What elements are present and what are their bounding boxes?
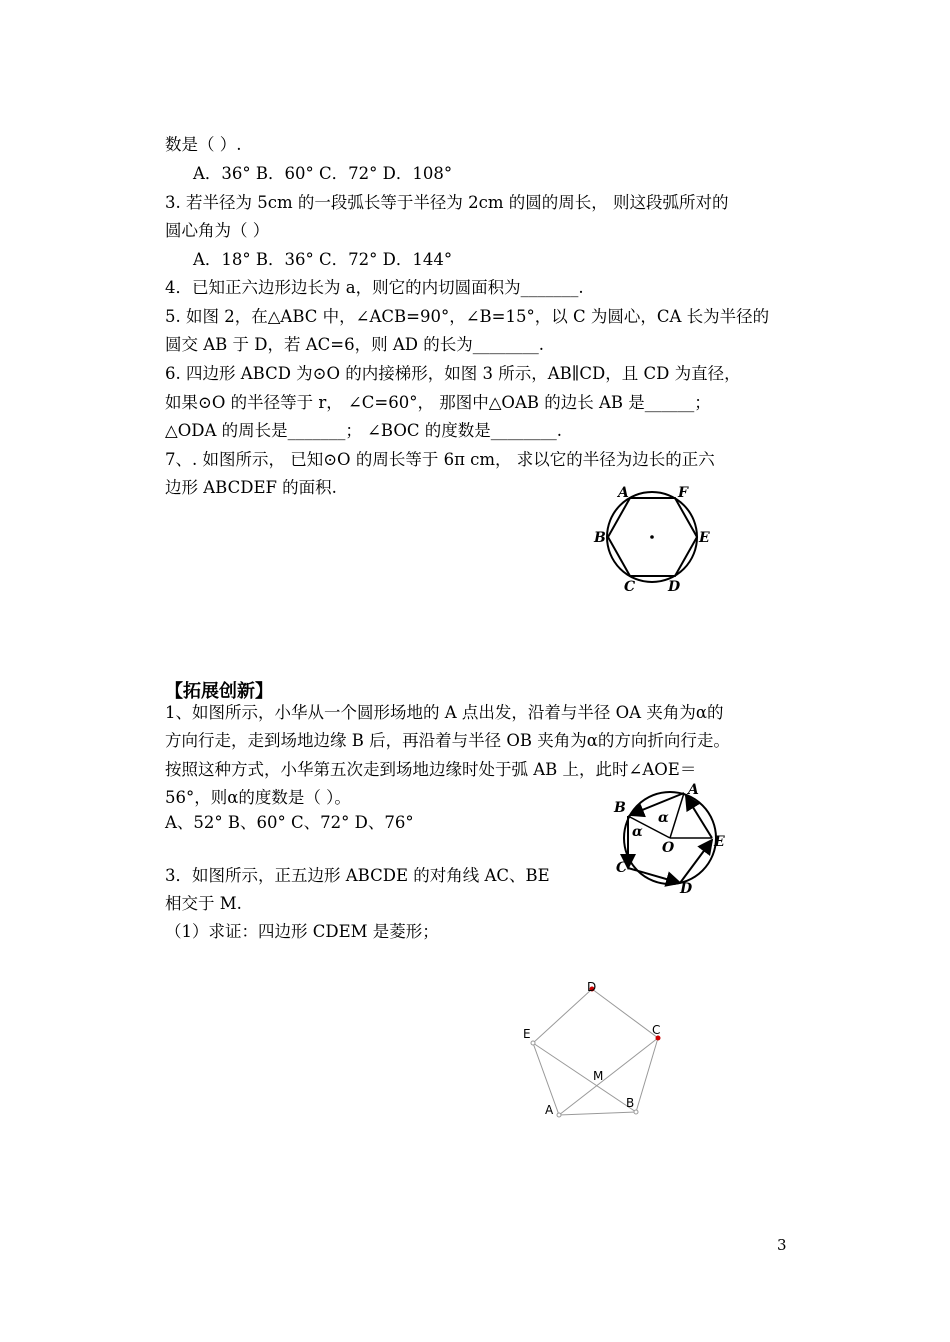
walk-label-alpha-2: α (632, 824, 643, 840)
text-line-8: 圆交 AB 于 D，若 AC=6，则 AD 的长为________. (165, 335, 544, 354)
text-line-7: 5. 如图 2，在△ABC 中，∠ACB=90°，∠B=15°，以 C 为圆心，CA 长为半径的 (165, 307, 770, 326)
text-line-1: 数是（ ）. (165, 135, 242, 154)
hexagon-label-f: F (678, 485, 688, 501)
pentagon-figure (515, 975, 675, 1125)
section-heading: 【拓展创新】 (165, 681, 273, 702)
ext-line-7: 相交于 M. (165, 894, 242, 913)
text-line-3: 3. 若半径为 5cm 的一段弧长等于半径为 2cm 的圆的周长， 则这段弧所对的 (165, 193, 729, 212)
pentagon-label-c: C (652, 1023, 661, 1037)
pentagon-label-b: B (626, 1096, 635, 1110)
text-line-6: 4．已知正六边形边长为 a，则它的内切圆面积为_______. (165, 278, 584, 297)
hexagon-label-b: B (594, 530, 606, 546)
ext-line-4: 56°，则α的度数是（ ）。 (165, 788, 351, 807)
hexagon-label-c: C (624, 579, 636, 595)
text-line-10: 如果⊙O 的半径等于 r， ∠C=60°， 那图中△OAB 的边长 AB 是______； (165, 393, 711, 412)
ext-line-1: 1、如图所示，小华从一个圆形场地的 A 点出发，沿着与半径 OA 夹角为α的 (165, 703, 724, 722)
text-line-5: A．18° B．36° C．72° D．144° (193, 250, 453, 269)
text-line-11: △ODA 的周长是_______； ∠BOC 的度数是________. (165, 421, 562, 440)
ext-line-8: （1）求证：四边形 CDEM 是菱形； (165, 922, 439, 941)
walk-label-c: C (616, 860, 628, 876)
text-line-2: A．36° B．60° C．72° D．108° (193, 164, 453, 183)
text-line-9: 6. 四边形 ABCD 为⊙O 的内接梯形，如图 3 所示，AB∥CD，且 CD 为直径， (165, 364, 741, 383)
walk-label-a: A (688, 782, 699, 798)
hexagon-label-e: E (699, 530, 710, 546)
pentagon-label-d: D (587, 980, 597, 994)
pentagon-label-m: M (593, 1069, 604, 1083)
page-number: 3 (777, 1236, 787, 1254)
walk-label-e: E (714, 834, 725, 850)
text-line-4: 圆心角为（ ） (165, 221, 270, 240)
walk-label-d: D (680, 881, 693, 897)
walk-label-b: B (614, 800, 626, 816)
ext-line-5: A、52° B、60° C、72° D、76° (165, 813, 414, 832)
ext-line-6: 3．如图所示，正五边形 ABCDE 的对角线 AC、BE (165, 866, 550, 885)
hexagon-label-d: D (668, 579, 681, 595)
walk-label-alpha-1: α (658, 810, 669, 826)
walk-label-o: O (662, 840, 675, 856)
pentagon-label-a: A (545, 1103, 554, 1117)
ext-line-3: 按照这种方式，小华第五次走到场地边缘时处于弧 AB 上，此时∠AOE＝ (165, 760, 697, 779)
hexagon-label-a: A (618, 485, 629, 501)
text-line-12: 7、. 如图所示， 已知⊙O 的周长等于 6π cm， 求以它的半径为边长的正六 (165, 450, 715, 469)
walk-path-figure (612, 780, 732, 900)
pentagon-label-e: E (523, 1027, 531, 1041)
ext-line-2: 方向行走，走到场地边缘 B 后，再沿着与半径 OB 夹角为α的方向折向行走。 (165, 731, 730, 750)
text-line-13: 边形 ABCDEF 的面积. (165, 478, 337, 497)
hexagon-figure (590, 482, 720, 597)
